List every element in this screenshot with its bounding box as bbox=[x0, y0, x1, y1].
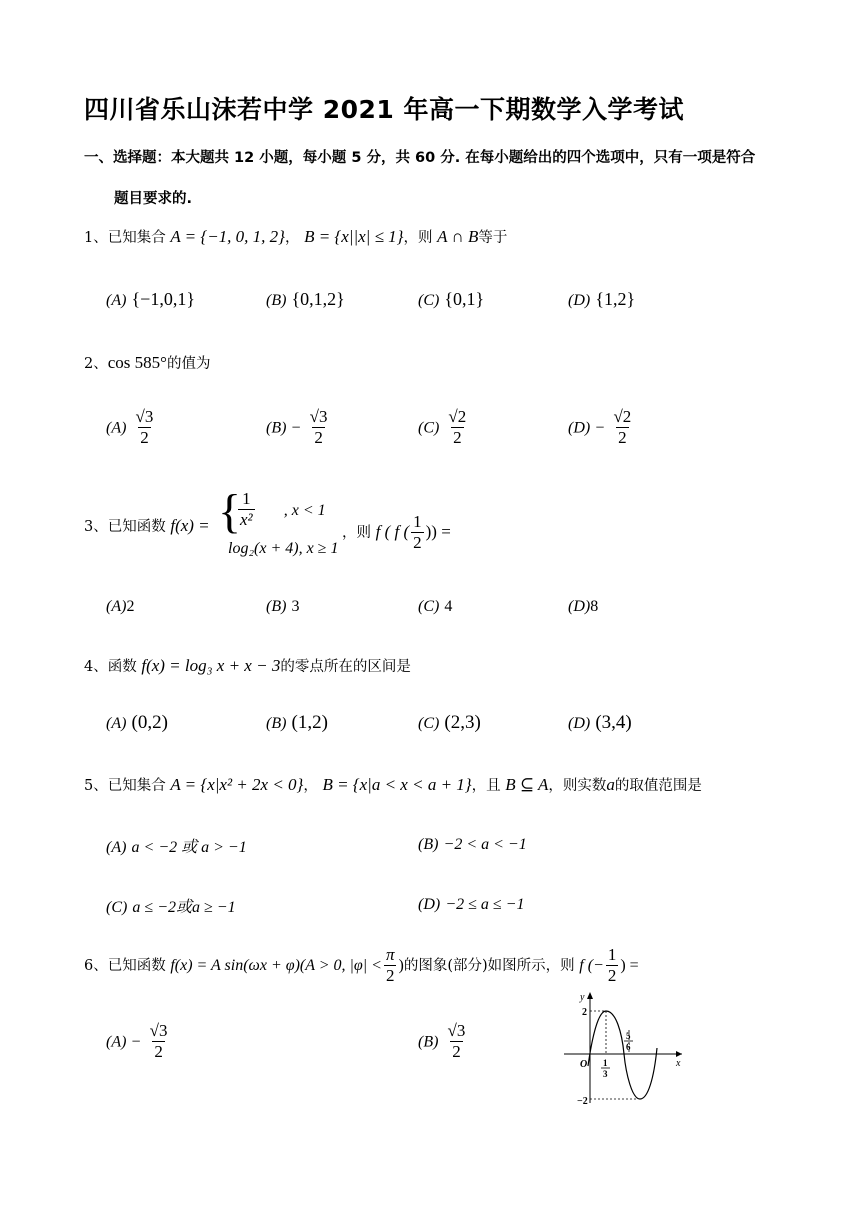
question-5 bbox=[84, 774, 702, 795]
q2-option-d[interactable] bbox=[568, 408, 635, 448]
question-number: 2、 bbox=[84, 356, 108, 372]
option-label: (C) bbox=[418, 292, 440, 309]
ask-expression: f ( f ( bbox=[375, 522, 410, 542]
option-label: (A) bbox=[106, 839, 127, 856]
question-text: 已知函数 bbox=[107, 958, 166, 975]
q1-option-c[interactable] bbox=[418, 289, 484, 310]
ask-expression: f (− bbox=[579, 957, 604, 975]
option-value: {−1,0,1} bbox=[131, 289, 195, 309]
x2-numerator: 5 bbox=[626, 1031, 631, 1041]
x2-denominator: 6 bbox=[626, 1042, 631, 1052]
fraction-denominator: 2 bbox=[385, 965, 395, 985]
option-label: (D) bbox=[418, 896, 441, 913]
option-value: {0,1} bbox=[444, 289, 485, 309]
fraction-numerator: √3 bbox=[309, 407, 328, 426]
question-number: 1、 bbox=[84, 230, 108, 246]
subset-relation: B ⊆ A bbox=[505, 775, 549, 794]
q1-option-d[interactable] bbox=[568, 289, 635, 310]
question-3-ask bbox=[342, 513, 451, 553]
fraction bbox=[384, 946, 397, 986]
question-number: 3、 bbox=[84, 519, 108, 535]
fraction-numerator: √3 bbox=[149, 1021, 168, 1040]
q4-option-c[interactable] bbox=[418, 712, 481, 734]
fraction bbox=[411, 513, 424, 553]
function-expression: f(x) = A sin(ωx + φ)(A > 0, |φ| < bbox=[170, 957, 382, 975]
q2-option-a[interactable] bbox=[106, 408, 157, 448]
separator: ， bbox=[284, 230, 300, 246]
question-2 bbox=[84, 352, 210, 373]
x1-denominator: 3 bbox=[603, 1069, 608, 1079]
q3-option-c[interactable] bbox=[418, 596, 452, 616]
option-sign: − bbox=[131, 1033, 141, 1051]
option-sign: − bbox=[595, 419, 605, 437]
fraction bbox=[606, 946, 619, 986]
question-1 bbox=[84, 226, 507, 247]
q2-option-b[interactable] bbox=[266, 408, 332, 448]
fraction-denominator: 2 bbox=[154, 1041, 163, 1061]
question-3-intro bbox=[84, 515, 210, 536]
question-number: 6、 bbox=[84, 958, 108, 975]
fraction bbox=[134, 408, 156, 448]
fraction-numerator: √3 bbox=[447, 1021, 466, 1040]
section-heading-line1: 一、选择题：本大题共 12 小题，每小题 5 分，共 60 分. 在每小题给出的四个选项中，只有一项是符合 bbox=[84, 150, 756, 166]
option-label: (D) bbox=[568, 292, 591, 309]
function-lhs: f(x) = bbox=[170, 516, 210, 535]
fraction-denominator: 2 bbox=[453, 427, 462, 447]
question-number: 5、 bbox=[84, 778, 108, 794]
option-label: (B) bbox=[266, 292, 287, 309]
variable: a bbox=[606, 775, 615, 794]
question-text: ，则 bbox=[342, 525, 371, 542]
fraction-denominator: 2 bbox=[607, 965, 617, 985]
q4-option-b[interactable] bbox=[266, 712, 328, 734]
question-text: 等于 bbox=[478, 230, 508, 246]
fraction-numerator: π bbox=[385, 945, 395, 964]
q5-option-b[interactable] bbox=[418, 834, 527, 854]
option-value: (2,3) bbox=[444, 712, 481, 733]
option-label: (B) bbox=[266, 715, 287, 732]
q5-option-c[interactable] bbox=[106, 894, 236, 917]
question-text: ，则 bbox=[403, 230, 433, 246]
fraction bbox=[148, 1022, 170, 1062]
option-value: a ≤ −2或a ≥ −1 bbox=[132, 899, 236, 916]
option-label: (D) bbox=[568, 715, 591, 732]
x-axis-label: x bbox=[676, 1058, 681, 1069]
x1-numerator: 1 bbox=[603, 1058, 608, 1068]
fraction-denominator: 2 bbox=[452, 1041, 461, 1061]
q1-option-a[interactable] bbox=[106, 289, 195, 310]
piecewise-case-1 bbox=[236, 490, 326, 530]
option-label: (A) bbox=[106, 292, 127, 309]
option-value: (3,4) bbox=[595, 712, 632, 733]
q4-option-d[interactable] bbox=[568, 712, 632, 734]
q1-option-b[interactable] bbox=[266, 289, 345, 310]
set-b-expression: B = {x||x| ≤ 1} bbox=[304, 227, 404, 246]
option-label: (A) bbox=[106, 419, 127, 437]
option-value: (0,2) bbox=[131, 712, 168, 733]
fraction bbox=[308, 408, 330, 448]
fraction-numerator: √2 bbox=[613, 407, 632, 426]
q6-option-b[interactable] bbox=[418, 1022, 469, 1062]
close-paren: ) bbox=[398, 957, 404, 975]
sine-curve bbox=[588, 1011, 657, 1099]
fraction-denominator: 2 bbox=[314, 427, 323, 447]
question-number: 4、 bbox=[84, 659, 108, 675]
q5-option-a[interactable] bbox=[106, 834, 247, 857]
question-text: 已知函数 bbox=[107, 519, 166, 535]
option-label: (A) bbox=[106, 1033, 127, 1051]
option-value: 8 bbox=[590, 598, 599, 615]
option-label: (B) bbox=[266, 419, 287, 437]
y-axis-arrow-icon bbox=[587, 992, 593, 999]
option-value: 4 bbox=[444, 598, 453, 615]
option-value: a < −2 或 a > −1 bbox=[131, 839, 247, 856]
set-a-expression: A = {−1, 0, 1, 2} bbox=[170, 227, 285, 246]
y-min-label: −2 bbox=[577, 1096, 588, 1107]
question-text: 的图象(部分)如图所示，则 bbox=[403, 958, 575, 975]
question-text: ，则实数 bbox=[548, 778, 607, 794]
separator: ， bbox=[303, 778, 318, 794]
option-label: (C) bbox=[418, 419, 440, 437]
set-b-expression: B = {x|a < x < a + 1} bbox=[322, 775, 472, 794]
q3-option-a[interactable] bbox=[106, 596, 134, 616]
question-text: ，且 bbox=[471, 778, 501, 794]
question-text: 已知集合 bbox=[107, 230, 166, 246]
option-label: (B) bbox=[418, 1033, 439, 1051]
option-label: (C) bbox=[106, 899, 128, 916]
x-axis-arrow-icon bbox=[676, 1051, 682, 1057]
fraction-numerator: 1 bbox=[607, 945, 617, 964]
option-label: (B) bbox=[418, 836, 439, 853]
fraction-denominator: x² bbox=[240, 509, 253, 529]
q3-option-b[interactable] bbox=[266, 596, 300, 616]
question-6 bbox=[84, 946, 639, 986]
option-value: 3 bbox=[291, 598, 300, 615]
question-text: 已知集合 bbox=[107, 778, 166, 794]
function-expression: f(x) = log₃ x + x − 3 bbox=[141, 656, 281, 675]
fraction bbox=[446, 1022, 468, 1062]
option-label: (C) bbox=[418, 715, 440, 732]
fraction-denominator: 2 bbox=[413, 532, 422, 552]
option-value: {1,2} bbox=[595, 289, 636, 309]
set-a-expression: A = {x|x² + 2x < 0} bbox=[170, 775, 304, 794]
fraction bbox=[446, 408, 468, 448]
fraction bbox=[238, 490, 255, 530]
option-value: −2 ≤ a ≤ −1 bbox=[445, 896, 525, 913]
option-value: {0,1,2} bbox=[291, 289, 345, 309]
y-axis-label: y bbox=[580, 992, 585, 1003]
fraction-numerator: 1 bbox=[242, 489, 251, 508]
piecewise-case-2: log₂(x + 4), x ≥ 1 bbox=[228, 540, 339, 557]
q5-option-d[interactable] bbox=[418, 894, 524, 914]
fraction-numerator: 1 bbox=[413, 512, 422, 531]
ask-end: )) = bbox=[425, 522, 451, 542]
option-label: (A) bbox=[106, 715, 127, 732]
fraction bbox=[611, 408, 633, 448]
question-text: 函数 bbox=[107, 659, 137, 675]
option-value: 2 bbox=[126, 598, 135, 615]
question-text: 的值为 bbox=[166, 356, 211, 372]
q4-option-a[interactable] bbox=[106, 712, 168, 734]
q6-option-a[interactable] bbox=[106, 1022, 172, 1062]
question-text: 的取值范围是 bbox=[614, 778, 702, 794]
fraction-denominator: 2 bbox=[140, 427, 149, 447]
q3-option-d[interactable] bbox=[568, 596, 598, 616]
piecewise-brace: { bbox=[218, 485, 242, 538]
intersection-expression: A ∩ B bbox=[437, 227, 479, 246]
question-text: 的零点所在的区间是 bbox=[280, 659, 411, 675]
origin-label: O bbox=[580, 1059, 588, 1070]
question-4 bbox=[84, 655, 411, 676]
option-label: (A) bbox=[106, 598, 127, 615]
option-label: (C) bbox=[418, 598, 440, 615]
q2-option-c[interactable] bbox=[418, 408, 470, 448]
cos-expression: cos 585° bbox=[107, 353, 167, 372]
page-title: 四川省乐山沫若中学 2021 年高一下期数学入学考试 bbox=[84, 95, 684, 124]
option-value: (1,2) bbox=[291, 712, 328, 733]
ask-end: ) = bbox=[620, 957, 639, 975]
option-label: (B) bbox=[266, 598, 287, 615]
fraction-denominator: 2 bbox=[618, 427, 627, 447]
fraction-numerator: √3 bbox=[135, 407, 154, 426]
fraction-numerator: √2 bbox=[448, 407, 467, 426]
sine-graph bbox=[560, 988, 690, 1108]
option-label: (D) bbox=[568, 598, 591, 615]
option-value: −2 < a < −1 bbox=[443, 836, 527, 853]
y-max-label: 2 bbox=[582, 1007, 587, 1018]
case-condition: , x < 1 bbox=[283, 501, 326, 519]
option-label: (D) bbox=[568, 419, 591, 437]
section-heading-line2: 题目要求的. bbox=[114, 191, 193, 207]
option-sign: − bbox=[291, 419, 301, 437]
